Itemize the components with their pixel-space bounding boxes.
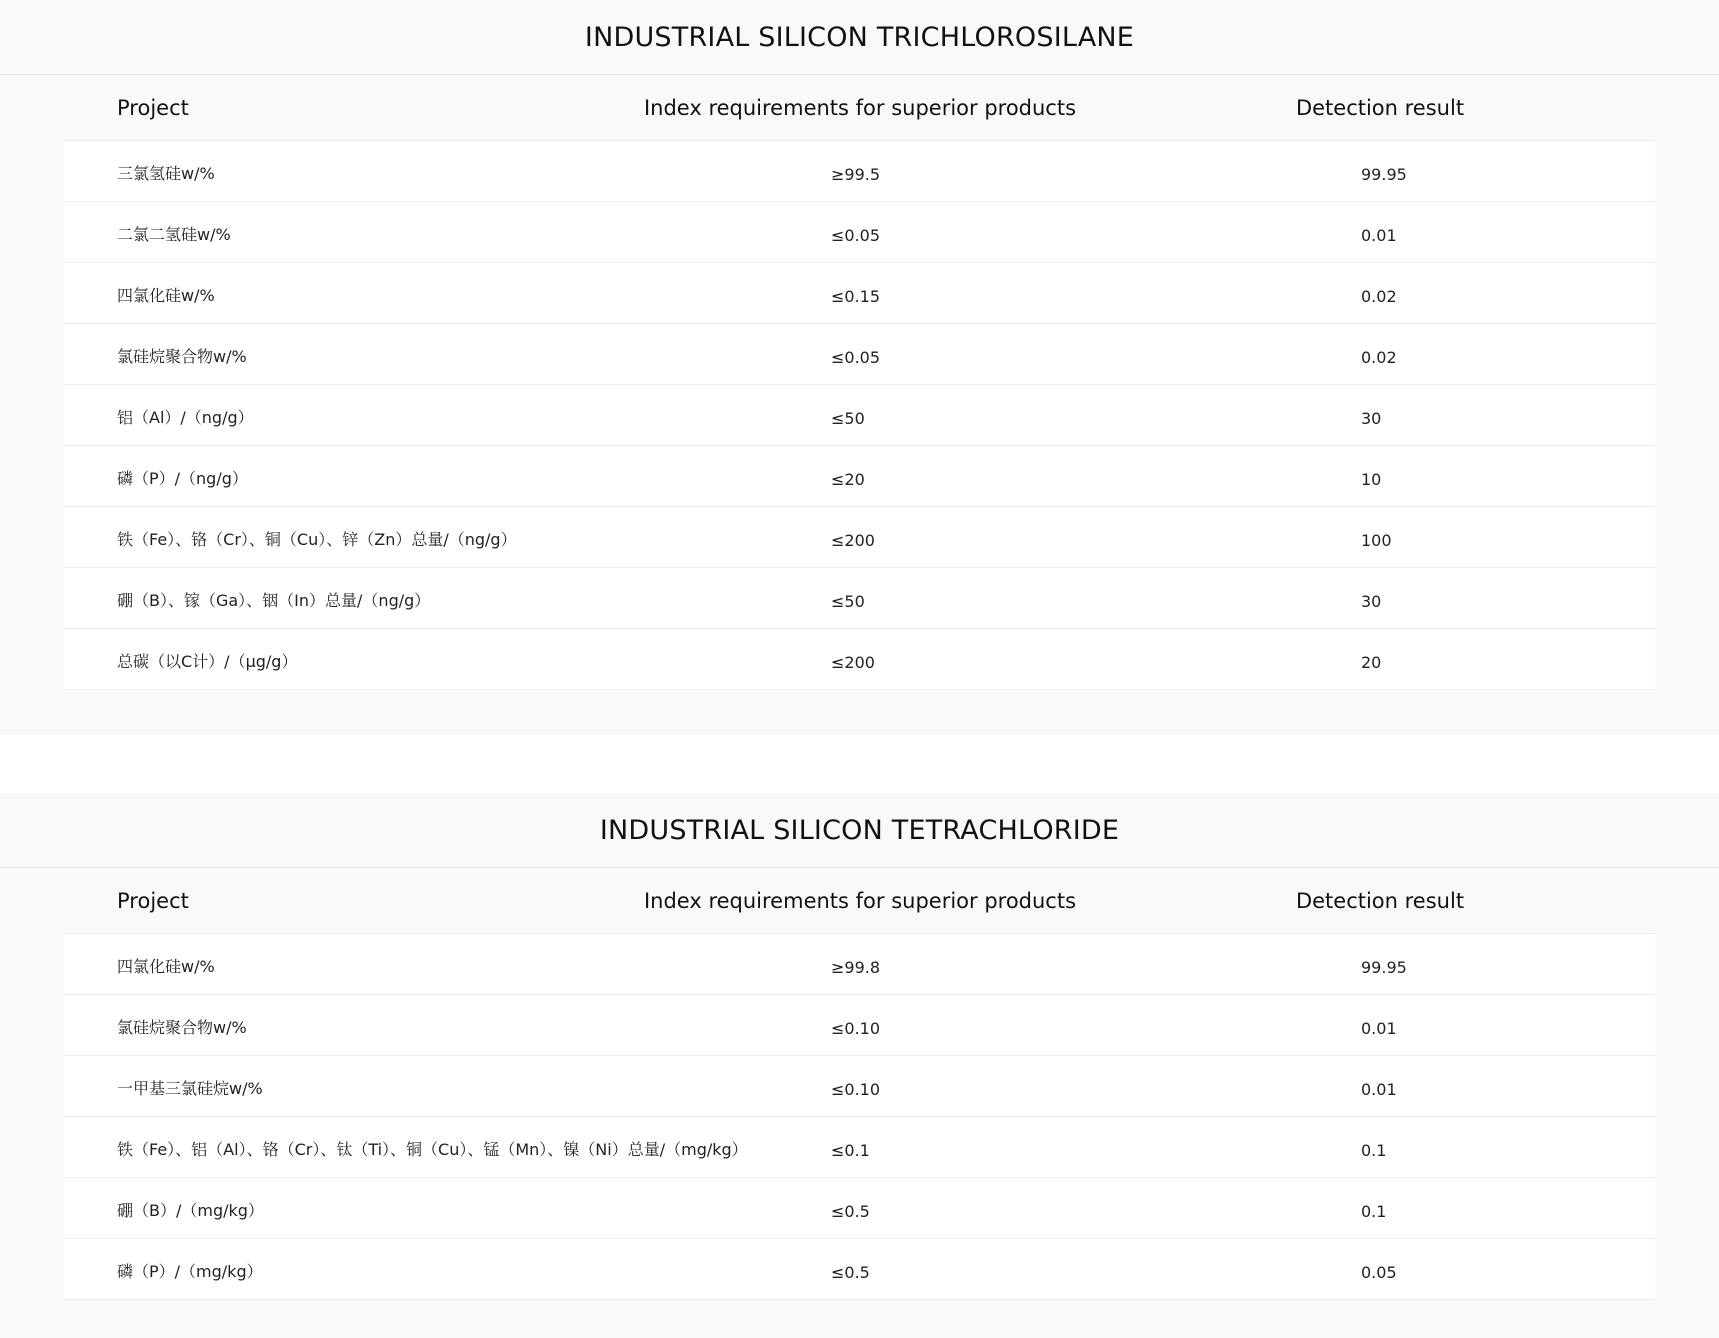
result-cell: 30 [1361,409,1382,428]
project-cell: 磷（P）/（ng/g） [117,469,248,488]
requirement-cell: ≤0.05 [831,226,881,245]
project-cell: 氯硅烷聚合物w/% [117,347,247,366]
project-cell: 总碳（以C计）/（μg/g） [117,652,298,671]
result-cell: 10 [1361,470,1382,489]
project-cell: 四氯化硅w/% [117,957,215,976]
table-row [64,324,1655,385]
section-title: INDUSTRIAL SILICON TETRACHLORIDE [599,814,1120,846]
result-cell: 20 [1361,653,1382,672]
result-cell: 99.95 [1361,958,1407,977]
table-row [64,568,1655,629]
table-row [64,263,1655,324]
result-cell: 0.1 [1361,1141,1387,1160]
project-cell: 磷（P）/（mg/kg） [117,1262,263,1281]
requirement-cell: ≤200 [831,653,875,672]
result-cell: 30 [1361,592,1382,611]
header-index-requirements: Index requirements for superior products [643,889,1077,913]
header-detection-result: Detection result [1295,889,1465,913]
result-cell: 0.01 [1361,1019,1397,1038]
project-cell: 铁（Fe）、铝（Al）、铬（Cr）、钛（Ti）、铜（Cu）、锰（Mn）、镍（Ni）总量/（mg/kg） [117,1140,748,1159]
project-cell: 一甲基三氯硅烷w/% [117,1079,263,1098]
project-cell: 三氯氢硅w/% [117,164,215,183]
requirement-cell: ≤0.05 [831,348,881,367]
project-cell: 硼（B）、镓（Ga）、铟（In）总量/（ng/g） [117,591,431,610]
table-row [64,507,1655,568]
table-row [64,1056,1655,1117]
table-row [64,385,1655,446]
spec-table [64,868,1655,1300]
table-row [64,995,1655,1056]
requirement-cell: ≤0.1 [831,1141,870,1160]
requirement-cell: ≤200 [831,531,875,550]
spec-table [64,75,1655,690]
project-cell: 四氯化硅w/% [117,286,215,305]
requirement-cell: ≥99.8 [831,958,881,977]
requirement-cell: ≤0.10 [831,1019,881,1038]
section-header [0,0,1719,75]
project-cell: 二氯二氢硅w/% [117,225,231,244]
result-cell: 100 [1361,531,1392,550]
table-header-row [64,75,1655,141]
result-cell: 0.1 [1361,1202,1387,1221]
project-cell: 铁（Fe）、铬（Cr）、铜（Cu）、锌（Zn）总量/（ng/g） [117,530,517,549]
table-row [64,1117,1655,1178]
requirement-cell: ≤50 [831,409,865,428]
requirement-cell: ≤20 [831,470,865,489]
header-detection-result: Detection result [1295,96,1465,120]
requirement-cell: ≤50 [831,592,865,611]
table-row [64,446,1655,507]
result-cell: 0.05 [1361,1263,1397,1282]
project-cell: 氯硅烷聚合物w/% [117,1018,247,1037]
table-row [64,141,1655,202]
result-cell: 0.02 [1361,348,1397,367]
requirement-cell: ≤0.5 [831,1202,870,1221]
header-project: Project [117,889,189,913]
header-index-requirements: Index requirements for superior products [643,96,1077,120]
requirement-cell: ≤0.5 [831,1263,870,1282]
requirement-cell: ≤0.10 [831,1080,881,1099]
requirement-cell: ≤0.15 [831,287,881,306]
table-row [64,629,1655,690]
table-row [64,1178,1655,1239]
table-row [64,1239,1655,1300]
section-title: INDUSTRIAL SILICON TRICHLOROSILANE [584,21,1135,53]
table-row [64,934,1655,995]
project-cell: 铝（Al）/（ng/g） [117,408,254,427]
requirement-cell: ≥99.5 [831,165,881,184]
section-header [0,793,1719,868]
header-project: Project [117,96,189,120]
table-row [64,202,1655,263]
result-cell: 99.95 [1361,165,1407,184]
table-header-row [64,868,1655,934]
tetrachloride-section [0,793,1719,1338]
result-cell: 0.02 [1361,287,1397,306]
result-cell: 0.01 [1361,226,1397,245]
project-cell: 硼（B）/（mg/kg） [117,1201,264,1220]
result-cell: 0.01 [1361,1080,1397,1099]
